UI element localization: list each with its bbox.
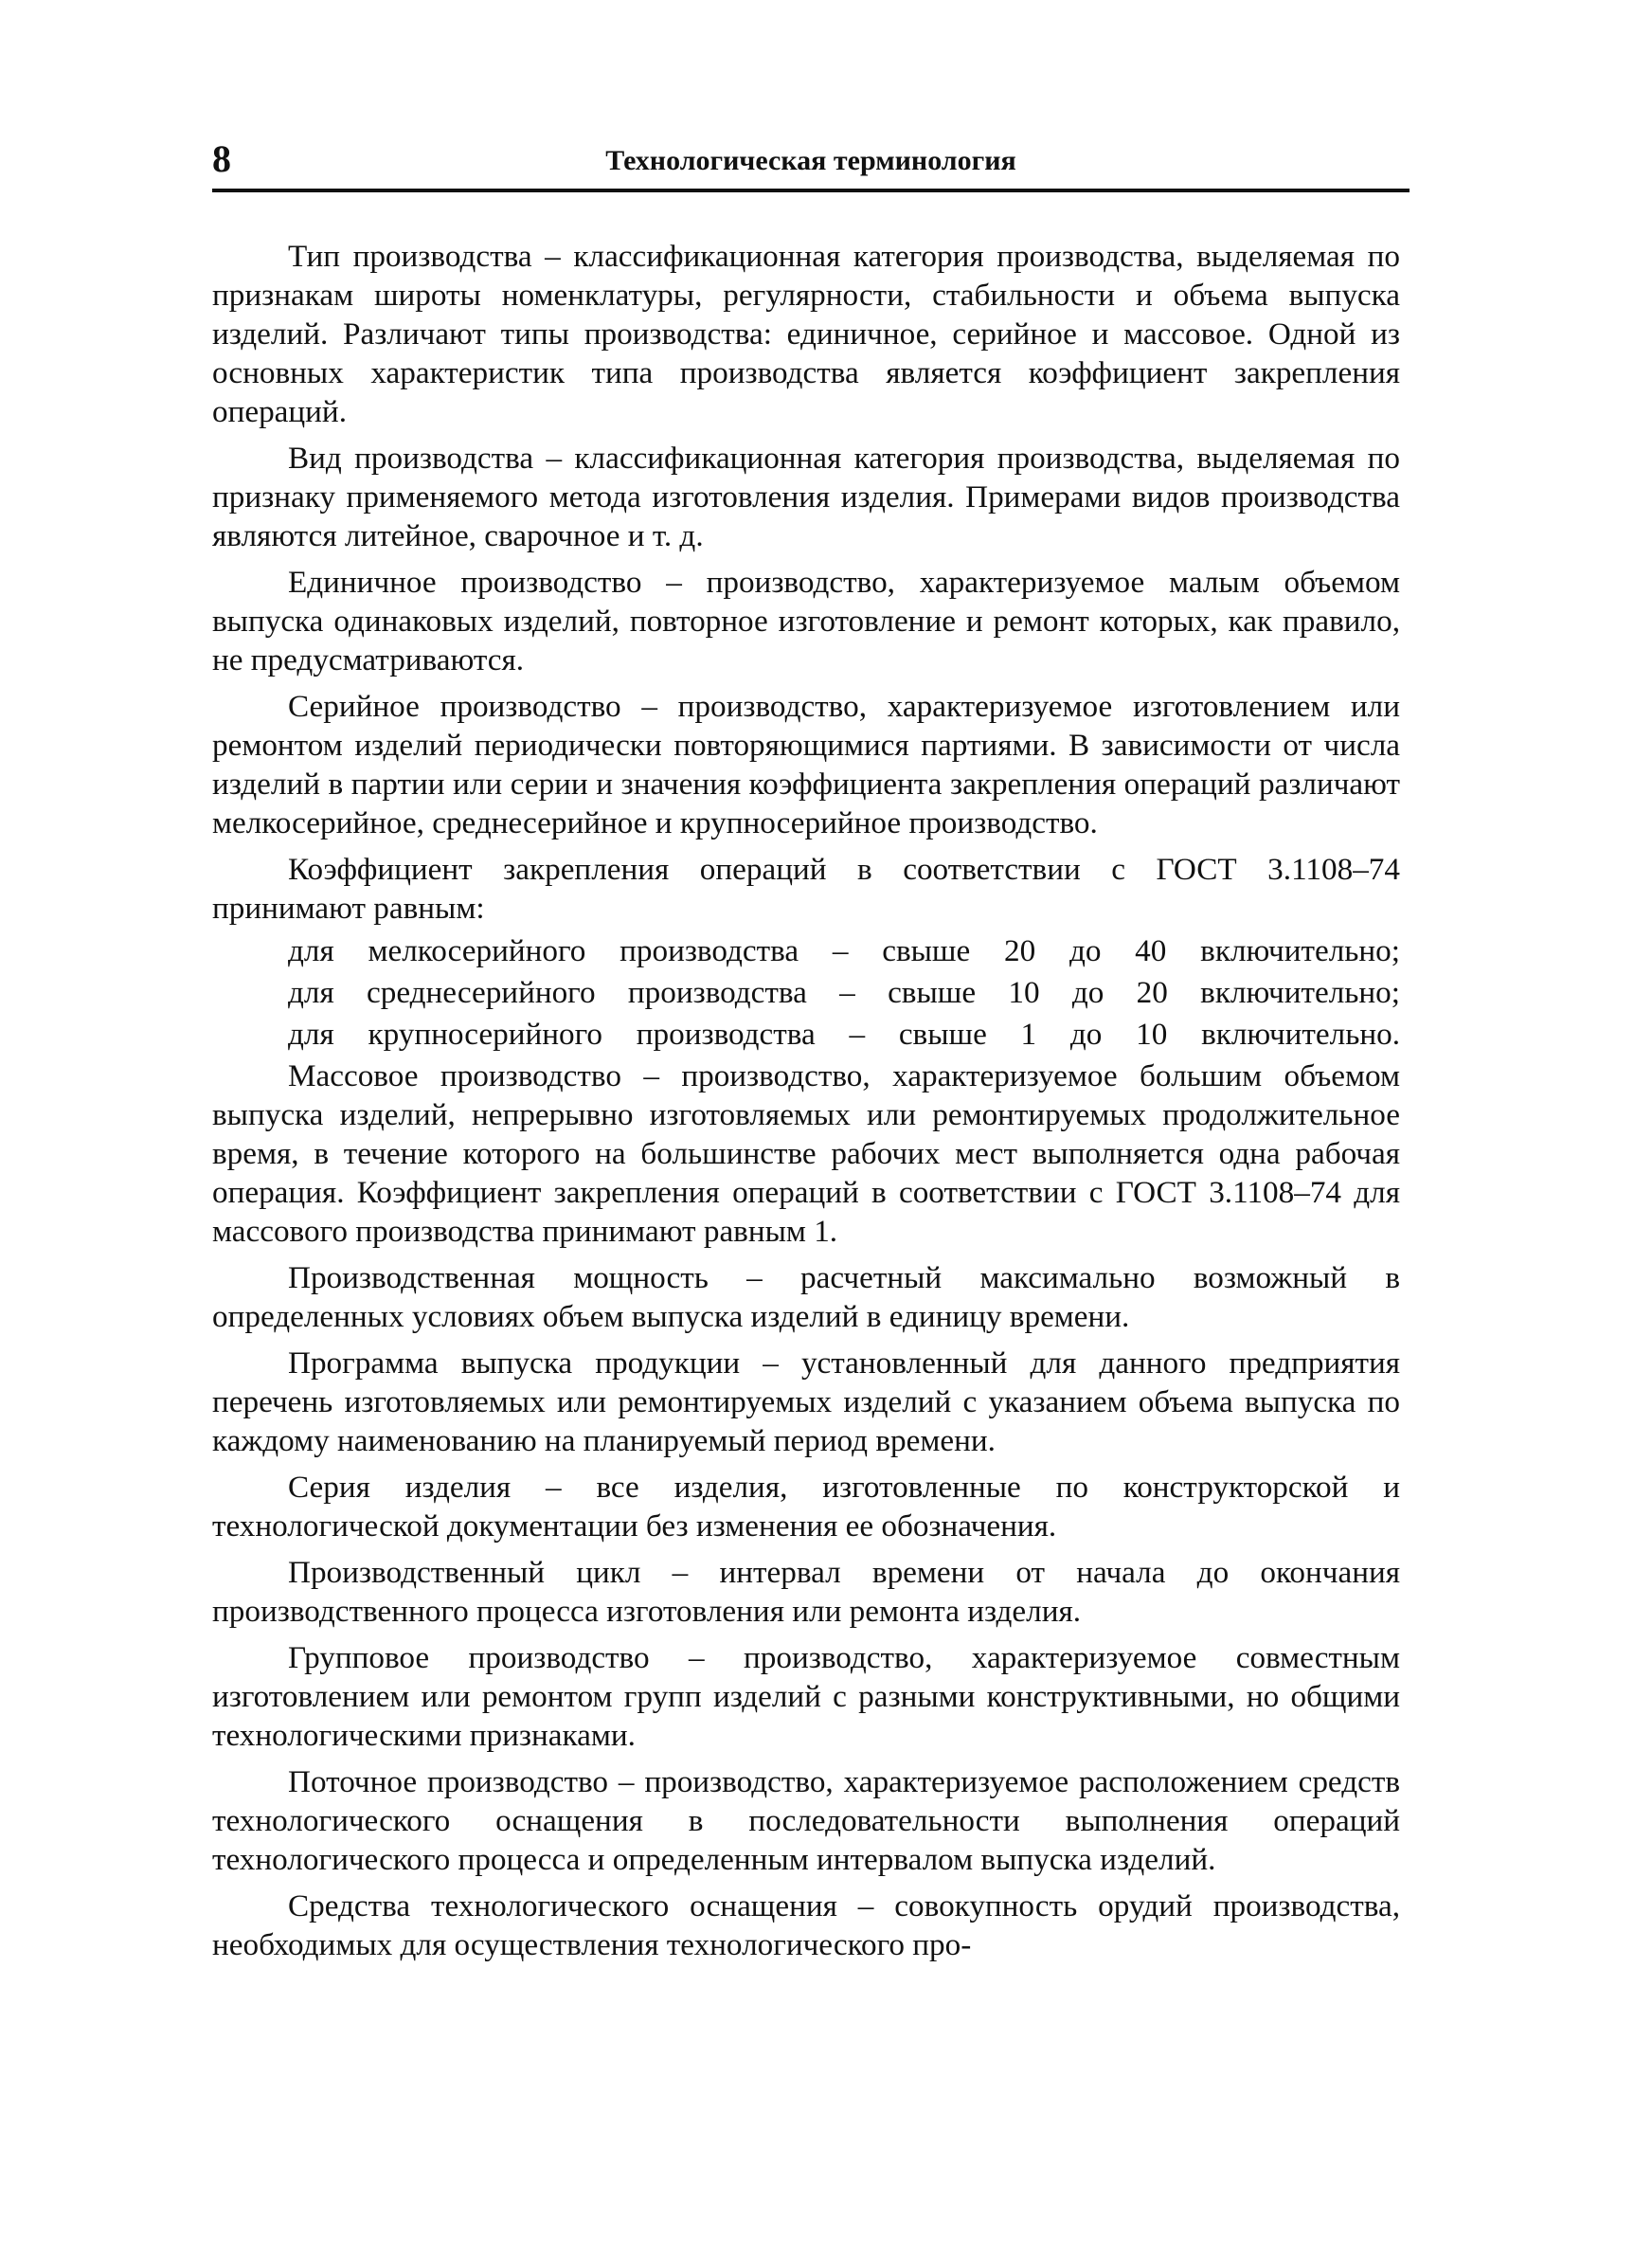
- coefficient-line-small-series: для мелкосерийного производства – свыше 20 до 40 включительно;: [288, 933, 1400, 968]
- paragraph-group-production: Групповое производство – производство, характеризуемое совместным изготовлением или ремонтом групп изделий с разными конструктивными, но общими технологическими признаками.: [212, 1640, 1400, 1753]
- paragraph-production-kind: Вид производства – классификационная категория производства, выделяемая по признаку применяемого метода изготовления изделия. Примерами видов производства являются литейное, сварочное и т. д.: [212, 441, 1400, 553]
- page-number: 8: [212, 137, 231, 180]
- paragraph-technological-equipment: Средства технологического оснащения – совокупность орудий производства, необходимых для осуществления технологического про-: [212, 1888, 1400, 1962]
- coefficient-line-medium-series: для среднесерийного производства – свыше 10 до 20 включительно;: [288, 975, 1400, 1010]
- paragraph-single-production: Единичное производство – производство, характеризуемое малым объемом выпуска одинаковых изделий, повторное изготовление и ремонт которых, как правило, не предусматриваются.: [212, 565, 1400, 677]
- paragraph-output-program: Программа выпуска продукции – установленный для данного предприятия перечень изготовляемых или ремонтируемых изделий с указанием объема выпуска по каждому наименованию на планируемый период времени.: [212, 1345, 1400, 1458]
- paragraph-mass-production: Массовое производство – производство, характеризуемое большим объемом выпуска изделий, непрерывно изготовляемых или ремонтируемых продолжительное время, в течение которого на большинстве рабочих мест выполняется одна рабочая операция. Коэффициент закрепления операций в соответствии с ГОСТ 3.1108–74 для массового производства принимают равным 1.: [212, 1058, 1400, 1249]
- paragraph-production-cycle: Производственный цикл – интервал времени от начала до окончания производственного процесса изготовления или ремонта изделия.: [212, 1555, 1400, 1629]
- paragraph-production-type: Тип производства – классификационная категория производства, выделяемая по признакам широты номенклатуры, регулярности, стабильности и объема выпуска изделий. Различают типы производства: единичное, серийное и массовое. Одной из основных характеристик типа производства является коэффициент закрепления операций.: [212, 239, 1400, 429]
- paragraph-production-capacity: Производственная мощность – расчетный максимально возможный в определенных условиях объем выпуска изделий в единицу времени.: [212, 1260, 1400, 1334]
- paragraph-coefficient-intro: Коэффициент закрепления операций в соответствии с ГОСТ 3.1108–74 принимают равным:: [212, 852, 1400, 926]
- header-rule: [212, 189, 1410, 192]
- running-head: [212, 138, 1410, 188]
- paragraph-serial-production: Серийное производство – производство, характеризуемое изготовлением или ремонтом изделий периодически повторяющимися партиями. В зависимости от числа изделий в партии или серии и значения коэффициента закрепления операций различают мелкосерийное, среднесерийное и крупносерийное производство.: [212, 689, 1400, 840]
- coefficient-line-large-series: для крупносерийного производства – свыше 1 до 10 включительно.: [288, 1017, 1400, 1052]
- running-title: Технологическая терминология: [605, 145, 1016, 176]
- paragraph-flow-production: Поточное производство – производство, характеризуемое расположением средств технологического оснащения в последовательности выполнения операций технологического процесса и определенным интервалом выпуска изделий.: [212, 1764, 1400, 1877]
- body-text: [212, 237, 1400, 1972]
- paragraph-product-series: Серия изделия – все изделия, изготовленные по конструкторской и технологической документации без изменения ее обозначения.: [212, 1470, 1400, 1544]
